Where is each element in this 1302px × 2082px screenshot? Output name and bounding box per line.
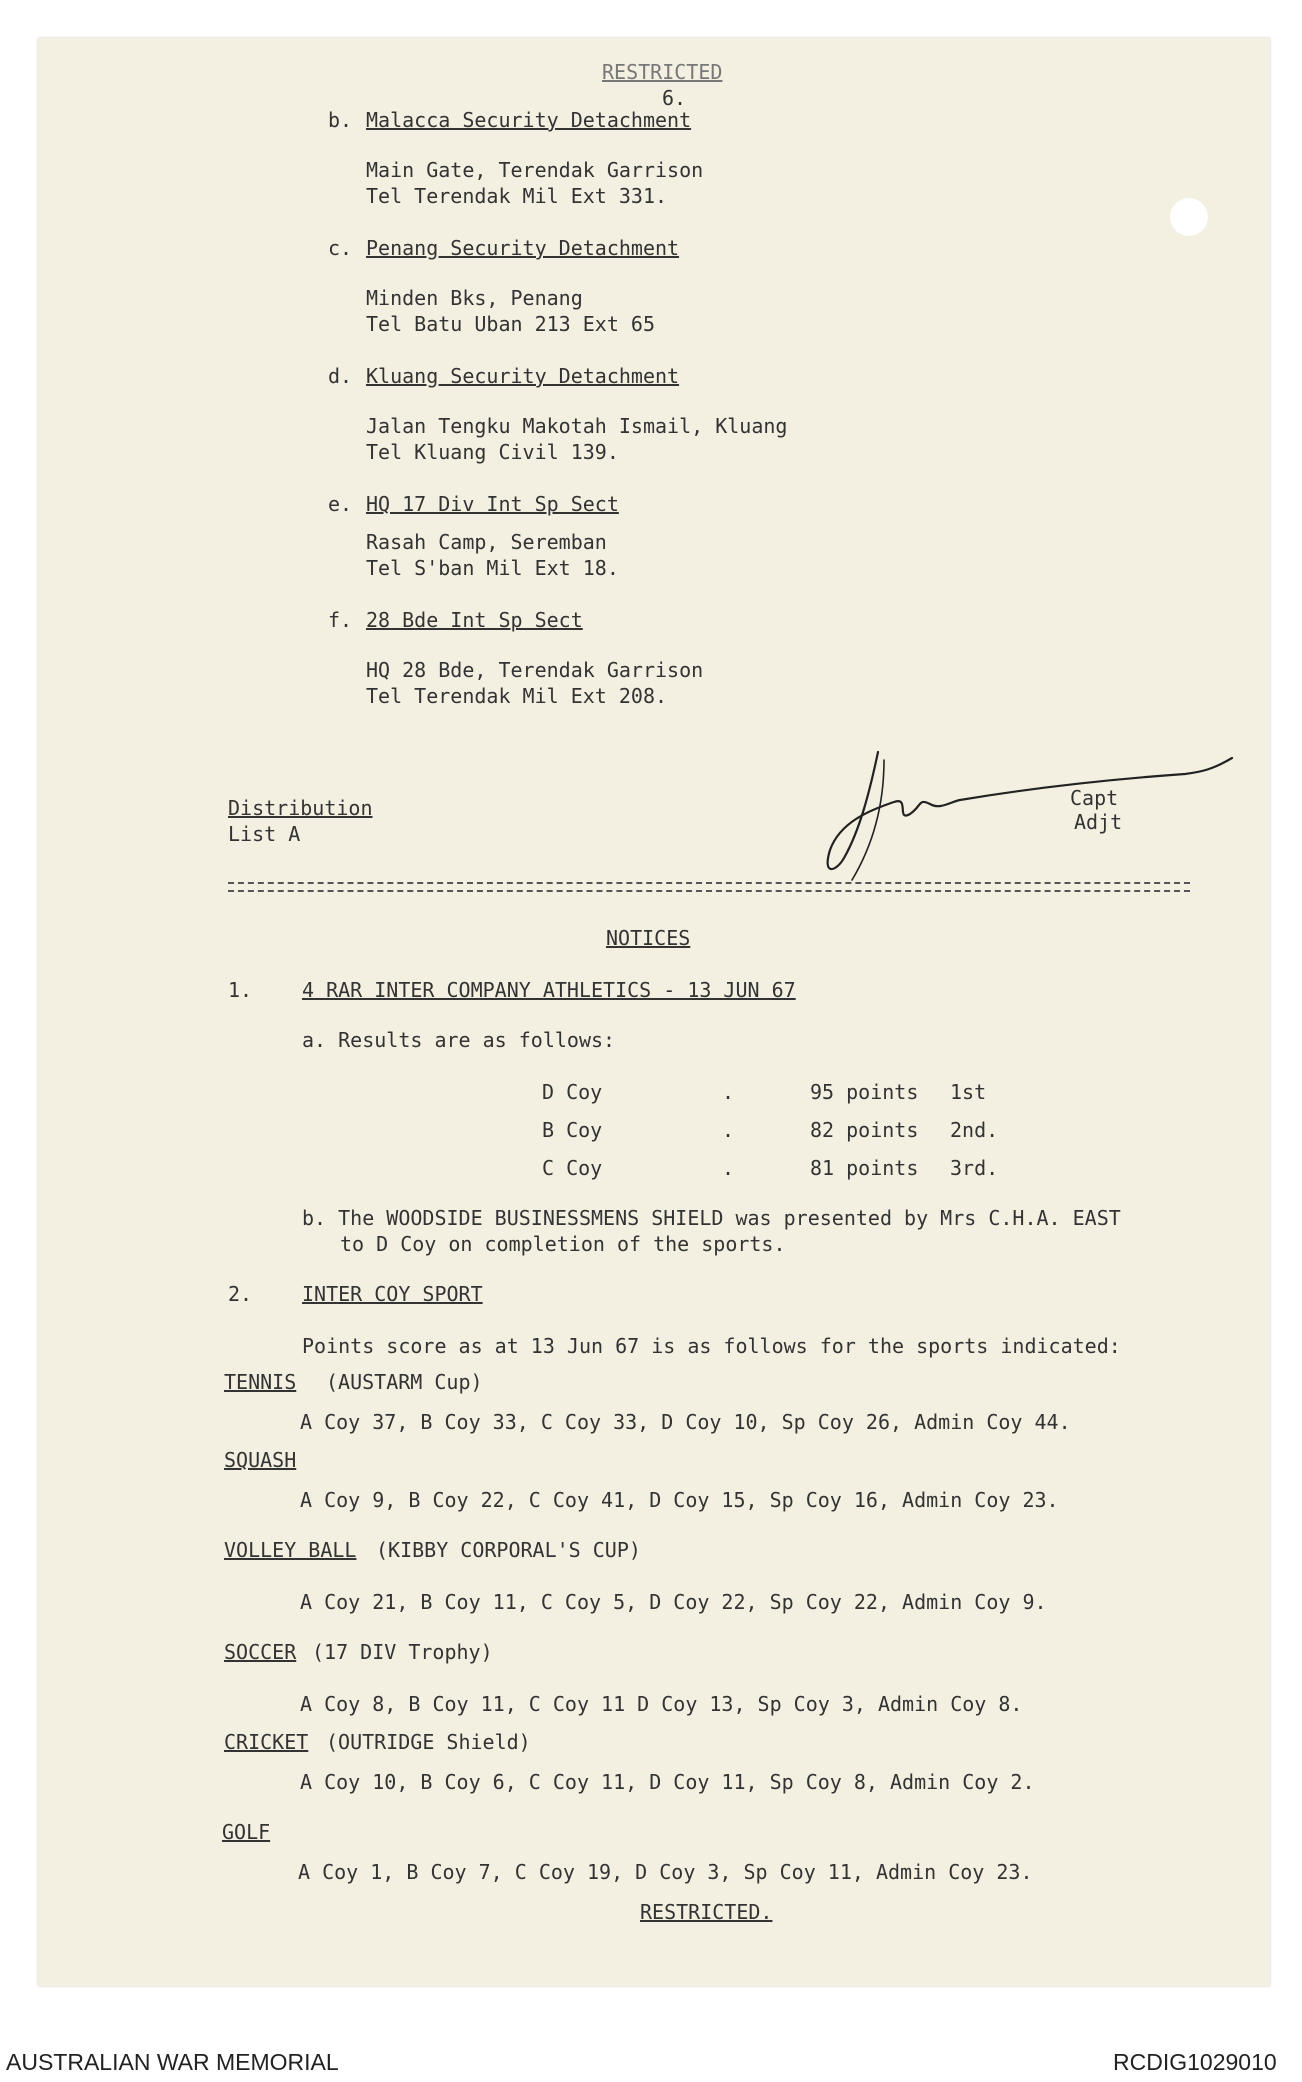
section-c-line2: Tel Batu Uban 213 Ext 65 <box>366 312 655 336</box>
section-f-line1: HQ 28 Bde, Terendak Garrison <box>366 658 704 682</box>
notice-1-number: 1. <box>228 978 253 1002</box>
signatory-appointment: Adjt <box>1074 810 1123 834</box>
page-number: 6. <box>662 86 687 110</box>
result-dot: . <box>722 1118 735 1142</box>
section-e-line2: Tel S'ban Mil Ext 18. <box>366 556 619 580</box>
result-place: 2nd. <box>950 1118 999 1142</box>
section-e-line1: Rasah Camp, Seremban <box>366 530 607 554</box>
section-d-title: Kluang Security Detachment <box>366 364 680 388</box>
section-b-line2: Tel Terendak Mil Ext 331. <box>366 184 668 208</box>
sport-scores: A Coy 1, B Coy 7, C Coy 19, D Coy 3, Sp Coy 11, Admin Coy 23. <box>298 1860 1033 1884</box>
section-f-title: 28 Bde Int Sp Sect <box>366 608 583 632</box>
sport-name: SOCCER <box>224 1640 297 1664</box>
section-c-line1: Minden Bks, Penang <box>366 286 583 310</box>
result-dot: . <box>722 1156 735 1180</box>
classification-top: RESTRICTED <box>602 60 723 84</box>
sport-scores: A Coy 9, B Coy 22, C Coy 41, D Coy 15, Sp Coy 16, Admin Coy 23. <box>300 1488 1059 1512</box>
section-b-line1: Main Gate, Terendak Garrison <box>366 158 704 182</box>
sport-trophy: (OUTRIDGE Shield) <box>326 1730 531 1754</box>
result-company: C Coy <box>542 1156 603 1180</box>
result-place: 1st <box>950 1080 987 1104</box>
section-b-title: Malacca Security Detachment <box>366 108 692 132</box>
section-c-title: Penang Security Detachment <box>366 236 680 260</box>
distribution-list: List A <box>228 822 301 846</box>
result-points: 95 points <box>810 1080 919 1104</box>
section-e-letter: e. <box>328 492 353 516</box>
section-b-letter: b. <box>328 108 353 132</box>
sport-trophy: (17 DIV Trophy) <box>312 1640 493 1664</box>
section-d-line2: Tel Kluang Civil 139. <box>366 440 619 464</box>
sport-scores: A Coy 21, B Coy 11, C Coy 5, D Coy 22, Sp Coy 22, Admin Coy 9. <box>300 1590 1047 1614</box>
sport-scores: A Coy 37, B Coy 33, C Coy 33, D Coy 10, Sp Coy 26, Admin Coy 44. <box>300 1410 1071 1434</box>
distribution-label: Distribution <box>228 796 373 820</box>
catalogue-number: RCDIG1029010 <box>1113 2049 1277 2075</box>
notice-1-sub-b-line1: b. The WOODSIDE BUSINESSMENS SHIELD was presented by Mrs C.H.A. EAST <box>302 1206 1121 1230</box>
notice-2-intro: Points score as at 13 Jun 67 is as follows for the sports indicated: <box>302 1334 1121 1358</box>
result-points: 81 points <box>810 1156 919 1180</box>
sport-name: VOLLEY BALL <box>224 1538 357 1562</box>
result-dot: . <box>722 1080 735 1104</box>
sport-name: SQUASH <box>224 1448 297 1472</box>
sport-scores: A Coy 8, B Coy 11, C Coy 11 D Coy 13, Sp Coy 3, Admin Coy 8. <box>300 1692 1023 1716</box>
punch-hole <box>1170 198 1208 236</box>
notice-2-number: 2. <box>228 1282 253 1306</box>
handwritten-signature <box>800 730 1240 890</box>
notice-1-sub-a: a. Results are as follows: <box>302 1028 616 1052</box>
result-place: 3rd. <box>950 1156 999 1180</box>
section-d-line1: Jalan Tengku Makotah Ismail, Kluang <box>366 414 788 438</box>
result-company: B Coy <box>542 1118 603 1142</box>
section-divider <box>228 882 1190 892</box>
sport-trophy: (AUSTARM Cup) <box>326 1370 483 1394</box>
section-f-line2: Tel Terendak Mil Ext 208. <box>366 684 668 708</box>
sport-name: TENNIS <box>224 1370 297 1394</box>
notice-2-title: INTER COY SPORT <box>302 1282 483 1306</box>
result-company: D Coy <box>542 1080 603 1104</box>
notice-1-title: 4 RAR INTER COMPANY ATHLETICS - 13 JUN 67 <box>302 978 796 1002</box>
sport-trophy: (KIBBY CORPORAL'S CUP) <box>376 1538 641 1562</box>
archive-credit: AUSTRALIAN WAR MEMORIAL <box>6 2049 339 2075</box>
section-c-letter: c. <box>328 236 353 260</box>
signatory-rank: Capt <box>1070 786 1119 810</box>
classification-bottom: RESTRICTED. <box>640 1900 773 1924</box>
sport-scores: A Coy 10, B Coy 6, C Coy 11, D Coy 11, Sp Coy 8, Admin Coy 2. <box>300 1770 1035 1794</box>
section-f-letter: f. <box>328 608 353 632</box>
sport-name: CRICKET <box>224 1730 309 1754</box>
notice-1-sub-b-line2: to D Coy on completion of the sports. <box>340 1232 786 1256</box>
result-points: 82 points <box>810 1118 919 1142</box>
sport-name: GOLF <box>222 1820 271 1844</box>
section-e-title: HQ 17 Div Int Sp Sect <box>366 492 619 516</box>
section-d-letter: d. <box>328 364 353 388</box>
notices-heading: NOTICES <box>606 926 691 950</box>
